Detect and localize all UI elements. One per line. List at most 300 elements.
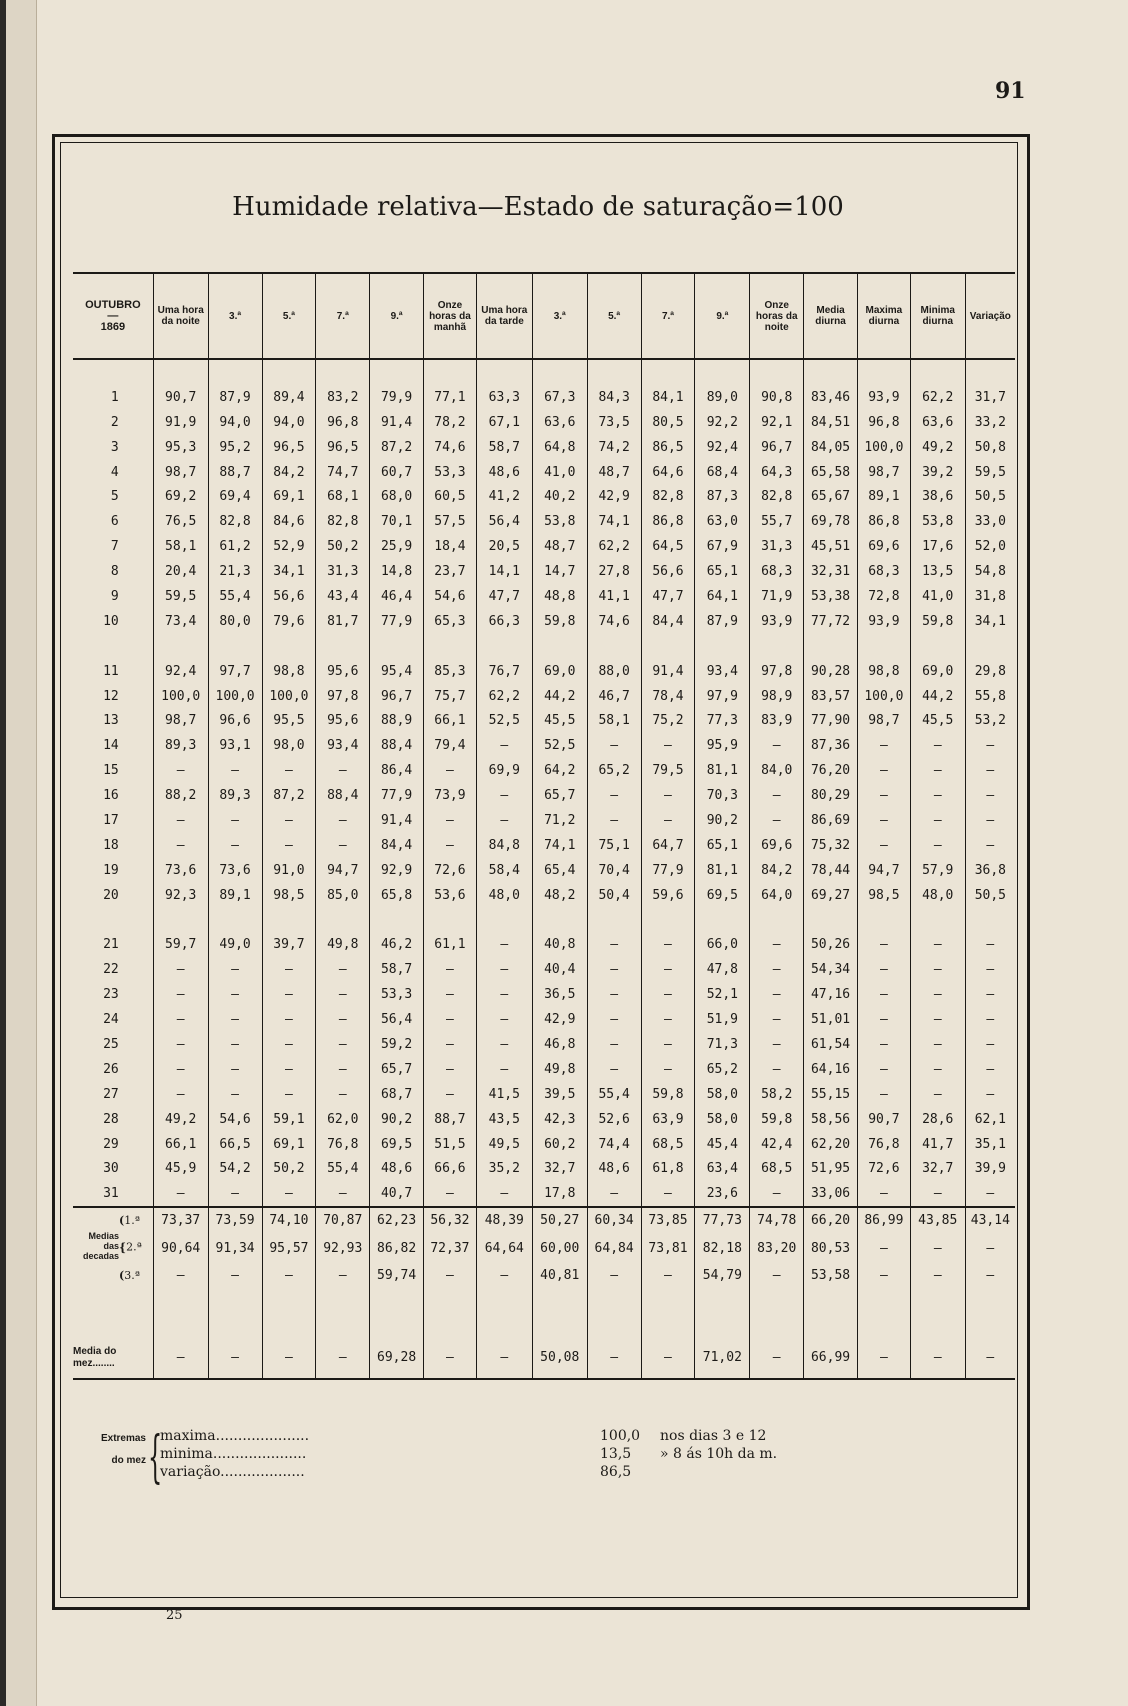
value-cell: 59,8 bbox=[532, 609, 587, 634]
decade-value: — bbox=[965, 1233, 1015, 1263]
value-cell: — bbox=[587, 982, 641, 1007]
day-number: 16 bbox=[103, 788, 119, 804]
value-cell: 77,3 bbox=[695, 708, 750, 733]
value-cell: — bbox=[262, 1082, 316, 1107]
value-cell: 56,4 bbox=[370, 1007, 424, 1032]
value-cell: 85,3 bbox=[424, 659, 477, 684]
value-cell: — bbox=[641, 733, 695, 758]
value-cell: 64,8 bbox=[532, 435, 587, 460]
value-cell: 86,5 bbox=[641, 435, 695, 460]
value-cell: 72,6 bbox=[857, 1157, 910, 1182]
month-mean-value: — bbox=[153, 1338, 208, 1379]
value-cell: 76,8 bbox=[316, 1132, 370, 1157]
value-cell: — bbox=[424, 808, 477, 833]
spacer-cell bbox=[641, 634, 695, 659]
spacer-cell bbox=[424, 908, 477, 933]
column-header: Maxima diurna bbox=[857, 273, 910, 359]
month-mean-value: — bbox=[476, 1338, 532, 1379]
decade-value: 83,20 bbox=[750, 1233, 804, 1263]
value-cell: — bbox=[208, 758, 262, 783]
value-cell: 42,4 bbox=[750, 1132, 804, 1157]
value-cell: 95,6 bbox=[316, 708, 370, 733]
column-header: Minima diurna bbox=[910, 273, 965, 359]
decade-brace: ( bbox=[119, 1269, 125, 1283]
spacer-cell bbox=[695, 908, 750, 933]
value-cell: — bbox=[153, 982, 208, 1007]
decade-label bbox=[73, 1233, 153, 1263]
value-cell: 78,4 bbox=[641, 684, 695, 709]
day-number: 13 bbox=[103, 713, 119, 729]
spacer-cell bbox=[370, 1288, 424, 1313]
value-cell: 65,7 bbox=[532, 783, 587, 808]
decade-brace: { bbox=[119, 1240, 127, 1254]
spacer-cell bbox=[208, 634, 262, 659]
value-cell: — bbox=[424, 1057, 477, 1082]
value-cell: — bbox=[910, 833, 965, 858]
spacer-cell bbox=[153, 1288, 208, 1313]
value-cell: 98,7 bbox=[857, 460, 910, 485]
spacer-cell bbox=[262, 1313, 316, 1338]
decade-label bbox=[73, 1263, 153, 1288]
spacer-cell bbox=[316, 634, 370, 659]
value-cell: 86,69 bbox=[804, 808, 858, 833]
spacer-cell bbox=[262, 634, 316, 659]
decade-value: 92,93 bbox=[316, 1233, 370, 1263]
month-mean-value: 71,02 bbox=[695, 1338, 750, 1379]
value-cell: — bbox=[857, 733, 910, 758]
value-cell: 45,5 bbox=[532, 708, 587, 733]
value-cell: 58,7 bbox=[370, 957, 424, 982]
month-extremes bbox=[74, 1425, 778, 1498]
value-cell: 73,4 bbox=[153, 609, 208, 634]
spacer-cell bbox=[804, 908, 858, 933]
column-header: Uma hora da tarde bbox=[476, 273, 532, 359]
value-cell: — bbox=[965, 1032, 1015, 1057]
value-cell: — bbox=[965, 1007, 1015, 1032]
value-cell: 83,2 bbox=[316, 385, 370, 410]
spacer-cell bbox=[316, 908, 370, 933]
day-number: 24 bbox=[103, 1012, 119, 1028]
value-cell: 77,90 bbox=[804, 708, 858, 733]
value-cell: — bbox=[750, 783, 804, 808]
value-cell: 68,5 bbox=[750, 1157, 804, 1182]
table-body bbox=[73, 359, 1015, 1379]
value-cell: 86,8 bbox=[641, 509, 695, 534]
spacer-cell bbox=[316, 1313, 370, 1338]
value-cell: 53,6 bbox=[424, 883, 477, 908]
day-number: 19 bbox=[103, 862, 119, 878]
value-cell: 87,2 bbox=[370, 435, 424, 460]
day-row bbox=[73, 932, 1015, 957]
value-cell: 35,2 bbox=[476, 1157, 532, 1182]
value-cell: 94,7 bbox=[316, 858, 370, 883]
day-number: 11 bbox=[103, 663, 119, 679]
day-row bbox=[73, 435, 1015, 460]
value-cell: 84,2 bbox=[750, 858, 804, 883]
value-cell: 84,8 bbox=[476, 833, 532, 858]
spacer-cell bbox=[804, 1313, 858, 1338]
extreme-name: maxima..................... bbox=[160, 1428, 310, 1444]
day-number: 23 bbox=[103, 987, 119, 1003]
value-cell: — bbox=[965, 982, 1015, 1007]
value-cell: 88,9 bbox=[370, 708, 424, 733]
value-cell: 48,0 bbox=[910, 883, 965, 908]
value-cell: — bbox=[424, 1082, 477, 1107]
value-cell: 23,7 bbox=[424, 559, 477, 584]
value-cell: 64,16 bbox=[804, 1057, 858, 1082]
value-cell: — bbox=[965, 758, 1015, 783]
row-spacer bbox=[73, 1313, 1015, 1338]
value-cell: 89,3 bbox=[153, 733, 208, 758]
column-header: Variação bbox=[965, 273, 1015, 359]
value-cell: 47,16 bbox=[804, 982, 858, 1007]
day-number: 30 bbox=[103, 1161, 119, 1177]
value-cell: 44,2 bbox=[910, 684, 965, 709]
value-cell: — bbox=[587, 1032, 641, 1057]
value-cell: 77,1 bbox=[424, 385, 477, 410]
value-cell: 49,8 bbox=[532, 1057, 587, 1082]
decade-value: 74,10 bbox=[262, 1207, 316, 1233]
value-cell: 89,0 bbox=[695, 385, 750, 410]
value-cell: 60,7 bbox=[370, 460, 424, 485]
value-cell: — bbox=[262, 1032, 316, 1057]
value-cell: 73,9 bbox=[424, 783, 477, 808]
spacer-cell bbox=[476, 1313, 532, 1338]
value-cell: 69,0 bbox=[532, 659, 587, 684]
extreme-value: 100,0 bbox=[600, 1428, 641, 1444]
decade-value: 90,64 bbox=[153, 1233, 208, 1263]
month-mean-value: — bbox=[641, 1338, 695, 1379]
value-cell: 95,3 bbox=[153, 435, 208, 460]
value-cell: 41,5 bbox=[476, 1082, 532, 1107]
value-cell: 95,9 bbox=[695, 733, 750, 758]
value-cell: 31,8 bbox=[965, 584, 1015, 609]
value-cell: — bbox=[750, 932, 804, 957]
month-year-header: OUTUBRO — 1869 bbox=[73, 273, 153, 359]
value-cell: 53,3 bbox=[370, 982, 424, 1007]
value-cell: 59,7 bbox=[153, 932, 208, 957]
decade-row bbox=[73, 1207, 1015, 1233]
value-cell: — bbox=[262, 758, 316, 783]
value-cell: 74,4 bbox=[587, 1132, 641, 1157]
value-cell: — bbox=[587, 808, 641, 833]
day-number: 8 bbox=[110, 564, 119, 580]
decade-value: 48,39 bbox=[476, 1207, 532, 1233]
value-cell: 69,27 bbox=[804, 883, 858, 908]
value-cell: 40,8 bbox=[532, 932, 587, 957]
row-spacer bbox=[73, 1288, 1015, 1313]
value-cell: 59,1 bbox=[262, 1107, 316, 1132]
value-cell: 70,3 bbox=[695, 783, 750, 808]
spacer-cell bbox=[910, 359, 965, 385]
day-row bbox=[73, 1057, 1015, 1082]
month-label: OUTUBRO bbox=[85, 298, 141, 311]
value-cell: 96,6 bbox=[208, 708, 262, 733]
spacer-cell bbox=[641, 1313, 695, 1338]
spacer-cell bbox=[476, 908, 532, 933]
value-cell: 82,8 bbox=[208, 509, 262, 534]
spacer-cell bbox=[262, 359, 316, 385]
column-header: 3.ª bbox=[532, 273, 587, 359]
value-cell: — bbox=[424, 982, 477, 1007]
value-cell: 71,9 bbox=[750, 584, 804, 609]
extremes-label bbox=[74, 1428, 146, 1472]
value-cell: 89,3 bbox=[208, 783, 262, 808]
value-cell: — bbox=[153, 1181, 208, 1207]
spacer-cell bbox=[641, 359, 695, 385]
decade-value: — bbox=[424, 1263, 477, 1288]
value-cell: 38,6 bbox=[910, 484, 965, 509]
decade-value: 53,58 bbox=[804, 1263, 858, 1288]
extreme-name: minima..................... bbox=[160, 1446, 307, 1462]
value-cell: 79,5 bbox=[641, 758, 695, 783]
value-cell: 74,1 bbox=[532, 833, 587, 858]
value-cell: 52,5 bbox=[532, 733, 587, 758]
value-cell: — bbox=[910, 1032, 965, 1057]
decade-value: 64,64 bbox=[476, 1233, 532, 1263]
decade-value: — bbox=[476, 1263, 532, 1288]
value-cell: 65,58 bbox=[804, 460, 858, 485]
value-cell: 66,1 bbox=[153, 1132, 208, 1157]
value-cell: 53,2 bbox=[965, 708, 1015, 733]
value-cell: — bbox=[641, 1057, 695, 1082]
value-cell: 82,8 bbox=[750, 484, 804, 509]
value-cell: 59,2 bbox=[370, 1032, 424, 1057]
value-cell: 55,15 bbox=[804, 1082, 858, 1107]
spacer-cell bbox=[532, 1313, 587, 1338]
value-cell: 72,6 bbox=[424, 858, 477, 883]
value-cell: 46,7 bbox=[587, 684, 641, 709]
decade-value: — bbox=[262, 1263, 316, 1288]
value-cell: 62,0 bbox=[316, 1107, 370, 1132]
value-cell: 48,2 bbox=[532, 883, 587, 908]
value-cell: 59,5 bbox=[153, 584, 208, 609]
value-cell: — bbox=[857, 932, 910, 957]
value-cell: 74,6 bbox=[424, 435, 477, 460]
value-cell: 83,57 bbox=[804, 684, 858, 709]
day-row bbox=[73, 783, 1015, 808]
decade-value: — bbox=[153, 1263, 208, 1288]
page-number: 91 bbox=[995, 78, 1026, 104]
value-cell: 91,9 bbox=[153, 410, 208, 435]
value-cell: — bbox=[208, 957, 262, 982]
decade-value: 66,20 bbox=[804, 1207, 858, 1233]
value-cell: 32,31 bbox=[804, 559, 858, 584]
value-cell: 34,1 bbox=[262, 559, 316, 584]
value-cell: — bbox=[316, 833, 370, 858]
value-cell: — bbox=[750, 733, 804, 758]
header-row bbox=[73, 273, 1015, 359]
value-cell: 69,0 bbox=[910, 659, 965, 684]
value-cell: 97,9 bbox=[695, 684, 750, 709]
value-cell: 40,2 bbox=[532, 484, 587, 509]
value-cell: 77,72 bbox=[804, 609, 858, 634]
value-cell: 43,5 bbox=[476, 1107, 532, 1132]
value-cell: 32,7 bbox=[910, 1157, 965, 1182]
spacer-cell bbox=[910, 634, 965, 659]
decade-value: 59,74 bbox=[370, 1263, 424, 1288]
day-row bbox=[73, 534, 1015, 559]
value-cell: — bbox=[641, 1007, 695, 1032]
spacer-cell bbox=[695, 634, 750, 659]
spacer-cell bbox=[587, 634, 641, 659]
decade-brace: ( bbox=[119, 1214, 125, 1228]
value-cell: 60,2 bbox=[532, 1132, 587, 1157]
value-cell: 45,4 bbox=[695, 1132, 750, 1157]
column-header: 7.ª bbox=[641, 273, 695, 359]
value-cell: 69,2 bbox=[153, 484, 208, 509]
spacer-cell bbox=[153, 1313, 208, 1338]
value-cell: — bbox=[587, 1007, 641, 1032]
value-cell: 78,44 bbox=[804, 858, 858, 883]
value-cell: 93,4 bbox=[695, 659, 750, 684]
decade-value: — bbox=[857, 1233, 910, 1263]
value-cell: — bbox=[857, 783, 910, 808]
value-cell: 98,5 bbox=[262, 883, 316, 908]
value-cell: 53,8 bbox=[910, 509, 965, 534]
value-cell: — bbox=[153, 1057, 208, 1082]
value-cell: 90,2 bbox=[370, 1107, 424, 1132]
day-number: 27 bbox=[103, 1086, 119, 1102]
value-cell: 58,56 bbox=[804, 1107, 858, 1132]
value-cell: 100,0 bbox=[153, 684, 208, 709]
value-cell: 64,5 bbox=[641, 534, 695, 559]
value-cell: 52,9 bbox=[262, 534, 316, 559]
value-cell: — bbox=[208, 1082, 262, 1107]
value-cell: 62,2 bbox=[476, 684, 532, 709]
value-cell: 69,4 bbox=[208, 484, 262, 509]
day-row bbox=[73, 609, 1015, 634]
value-cell: — bbox=[424, 1181, 477, 1207]
month-mean-value: — bbox=[316, 1338, 370, 1379]
value-cell: 80,29 bbox=[804, 783, 858, 808]
spacer-cell bbox=[750, 1288, 804, 1313]
decade-row bbox=[73, 1233, 1015, 1263]
value-cell: — bbox=[641, 932, 695, 957]
value-cell: 56,4 bbox=[476, 509, 532, 534]
value-cell: 91,4 bbox=[370, 410, 424, 435]
spacer-cell bbox=[587, 908, 641, 933]
value-cell: — bbox=[208, 1057, 262, 1082]
decade-number: 2.ª bbox=[126, 1240, 142, 1254]
value-cell: 69,6 bbox=[857, 534, 910, 559]
spacer-cell bbox=[695, 359, 750, 385]
value-cell: 98,9 bbox=[750, 684, 804, 709]
decade-value: — bbox=[208, 1263, 262, 1288]
value-cell: 43,4 bbox=[316, 584, 370, 609]
value-cell: 93,1 bbox=[208, 733, 262, 758]
value-cell: — bbox=[476, 783, 532, 808]
decade-value: 70,87 bbox=[316, 1207, 370, 1233]
value-cell: — bbox=[641, 957, 695, 982]
value-cell: 88,7 bbox=[424, 1107, 477, 1132]
value-cell: 62,2 bbox=[910, 385, 965, 410]
value-cell: — bbox=[965, 783, 1015, 808]
value-cell: 96,5 bbox=[262, 435, 316, 460]
value-cell: 61,54 bbox=[804, 1032, 858, 1057]
value-cell: 40,7 bbox=[370, 1181, 424, 1207]
spacer-cell bbox=[73, 634, 153, 659]
month-mean-value: — bbox=[750, 1338, 804, 1379]
value-cell: 40,4 bbox=[532, 957, 587, 982]
value-cell: 90,7 bbox=[153, 385, 208, 410]
value-cell: 78,2 bbox=[424, 410, 477, 435]
value-cell: 42,9 bbox=[587, 484, 641, 509]
value-cell: — bbox=[965, 957, 1015, 982]
month-mean-row bbox=[73, 1338, 1015, 1379]
value-cell: — bbox=[965, 833, 1015, 858]
value-cell: 41,1 bbox=[587, 584, 641, 609]
value-cell: 64,3 bbox=[750, 460, 804, 485]
day-row bbox=[73, 684, 1015, 709]
value-cell: 58,7 bbox=[476, 435, 532, 460]
spacer-cell bbox=[750, 359, 804, 385]
day-row bbox=[73, 659, 1015, 684]
spacer-cell bbox=[208, 359, 262, 385]
value-cell: — bbox=[910, 808, 965, 833]
value-cell: — bbox=[262, 982, 316, 1007]
value-cell: 65,1 bbox=[695, 833, 750, 858]
spacer-cell bbox=[73, 1313, 153, 1338]
decade-value: 86,82 bbox=[370, 1233, 424, 1263]
value-cell: 50,26 bbox=[804, 932, 858, 957]
value-cell: 94,0 bbox=[208, 410, 262, 435]
column-header: 5.ª bbox=[587, 273, 641, 359]
value-cell: 92,2 bbox=[695, 410, 750, 435]
value-cell: 49,8 bbox=[316, 932, 370, 957]
value-cell: 14,1 bbox=[476, 559, 532, 584]
value-cell: 54,6 bbox=[208, 1107, 262, 1132]
value-cell: — bbox=[910, 783, 965, 808]
value-cell: 73,6 bbox=[208, 858, 262, 883]
value-cell: 68,0 bbox=[370, 484, 424, 509]
value-cell: 55,4 bbox=[208, 584, 262, 609]
day-row bbox=[73, 733, 1015, 758]
value-cell: 48,6 bbox=[476, 460, 532, 485]
value-cell: 87,3 bbox=[695, 484, 750, 509]
spacer-cell bbox=[370, 908, 424, 933]
value-cell: 33,2 bbox=[965, 410, 1015, 435]
value-cell: 52,0 bbox=[965, 534, 1015, 559]
spacer-cell bbox=[965, 1313, 1015, 1338]
value-cell: 82,8 bbox=[316, 509, 370, 534]
decade-group-label: Medias das decadas bbox=[82, 1231, 119, 1262]
value-cell: 55,4 bbox=[316, 1157, 370, 1182]
value-cell: 82,8 bbox=[641, 484, 695, 509]
value-cell: 33,0 bbox=[965, 509, 1015, 534]
value-cell: 89,4 bbox=[262, 385, 316, 410]
day-row bbox=[73, 708, 1015, 733]
value-cell: 91,0 bbox=[262, 858, 316, 883]
value-cell: 71,3 bbox=[695, 1032, 750, 1057]
value-cell: 58,2 bbox=[750, 1082, 804, 1107]
decade-value: 77,73 bbox=[695, 1207, 750, 1233]
value-cell: 35,1 bbox=[965, 1132, 1015, 1157]
value-cell: 61,1 bbox=[424, 932, 477, 957]
value-cell: — bbox=[316, 1181, 370, 1207]
value-cell: 65,67 bbox=[804, 484, 858, 509]
value-cell: 47,8 bbox=[695, 957, 750, 982]
value-cell: — bbox=[316, 1082, 370, 1107]
value-cell: 63,9 bbox=[641, 1107, 695, 1132]
value-cell: 54,2 bbox=[208, 1157, 262, 1182]
value-cell: 76,7 bbox=[476, 659, 532, 684]
value-cell: 79,9 bbox=[370, 385, 424, 410]
value-cell: 98,7 bbox=[153, 708, 208, 733]
month-mean-value: — bbox=[910, 1338, 965, 1379]
value-cell: 97,7 bbox=[208, 659, 262, 684]
value-cell: 59,8 bbox=[641, 1082, 695, 1107]
